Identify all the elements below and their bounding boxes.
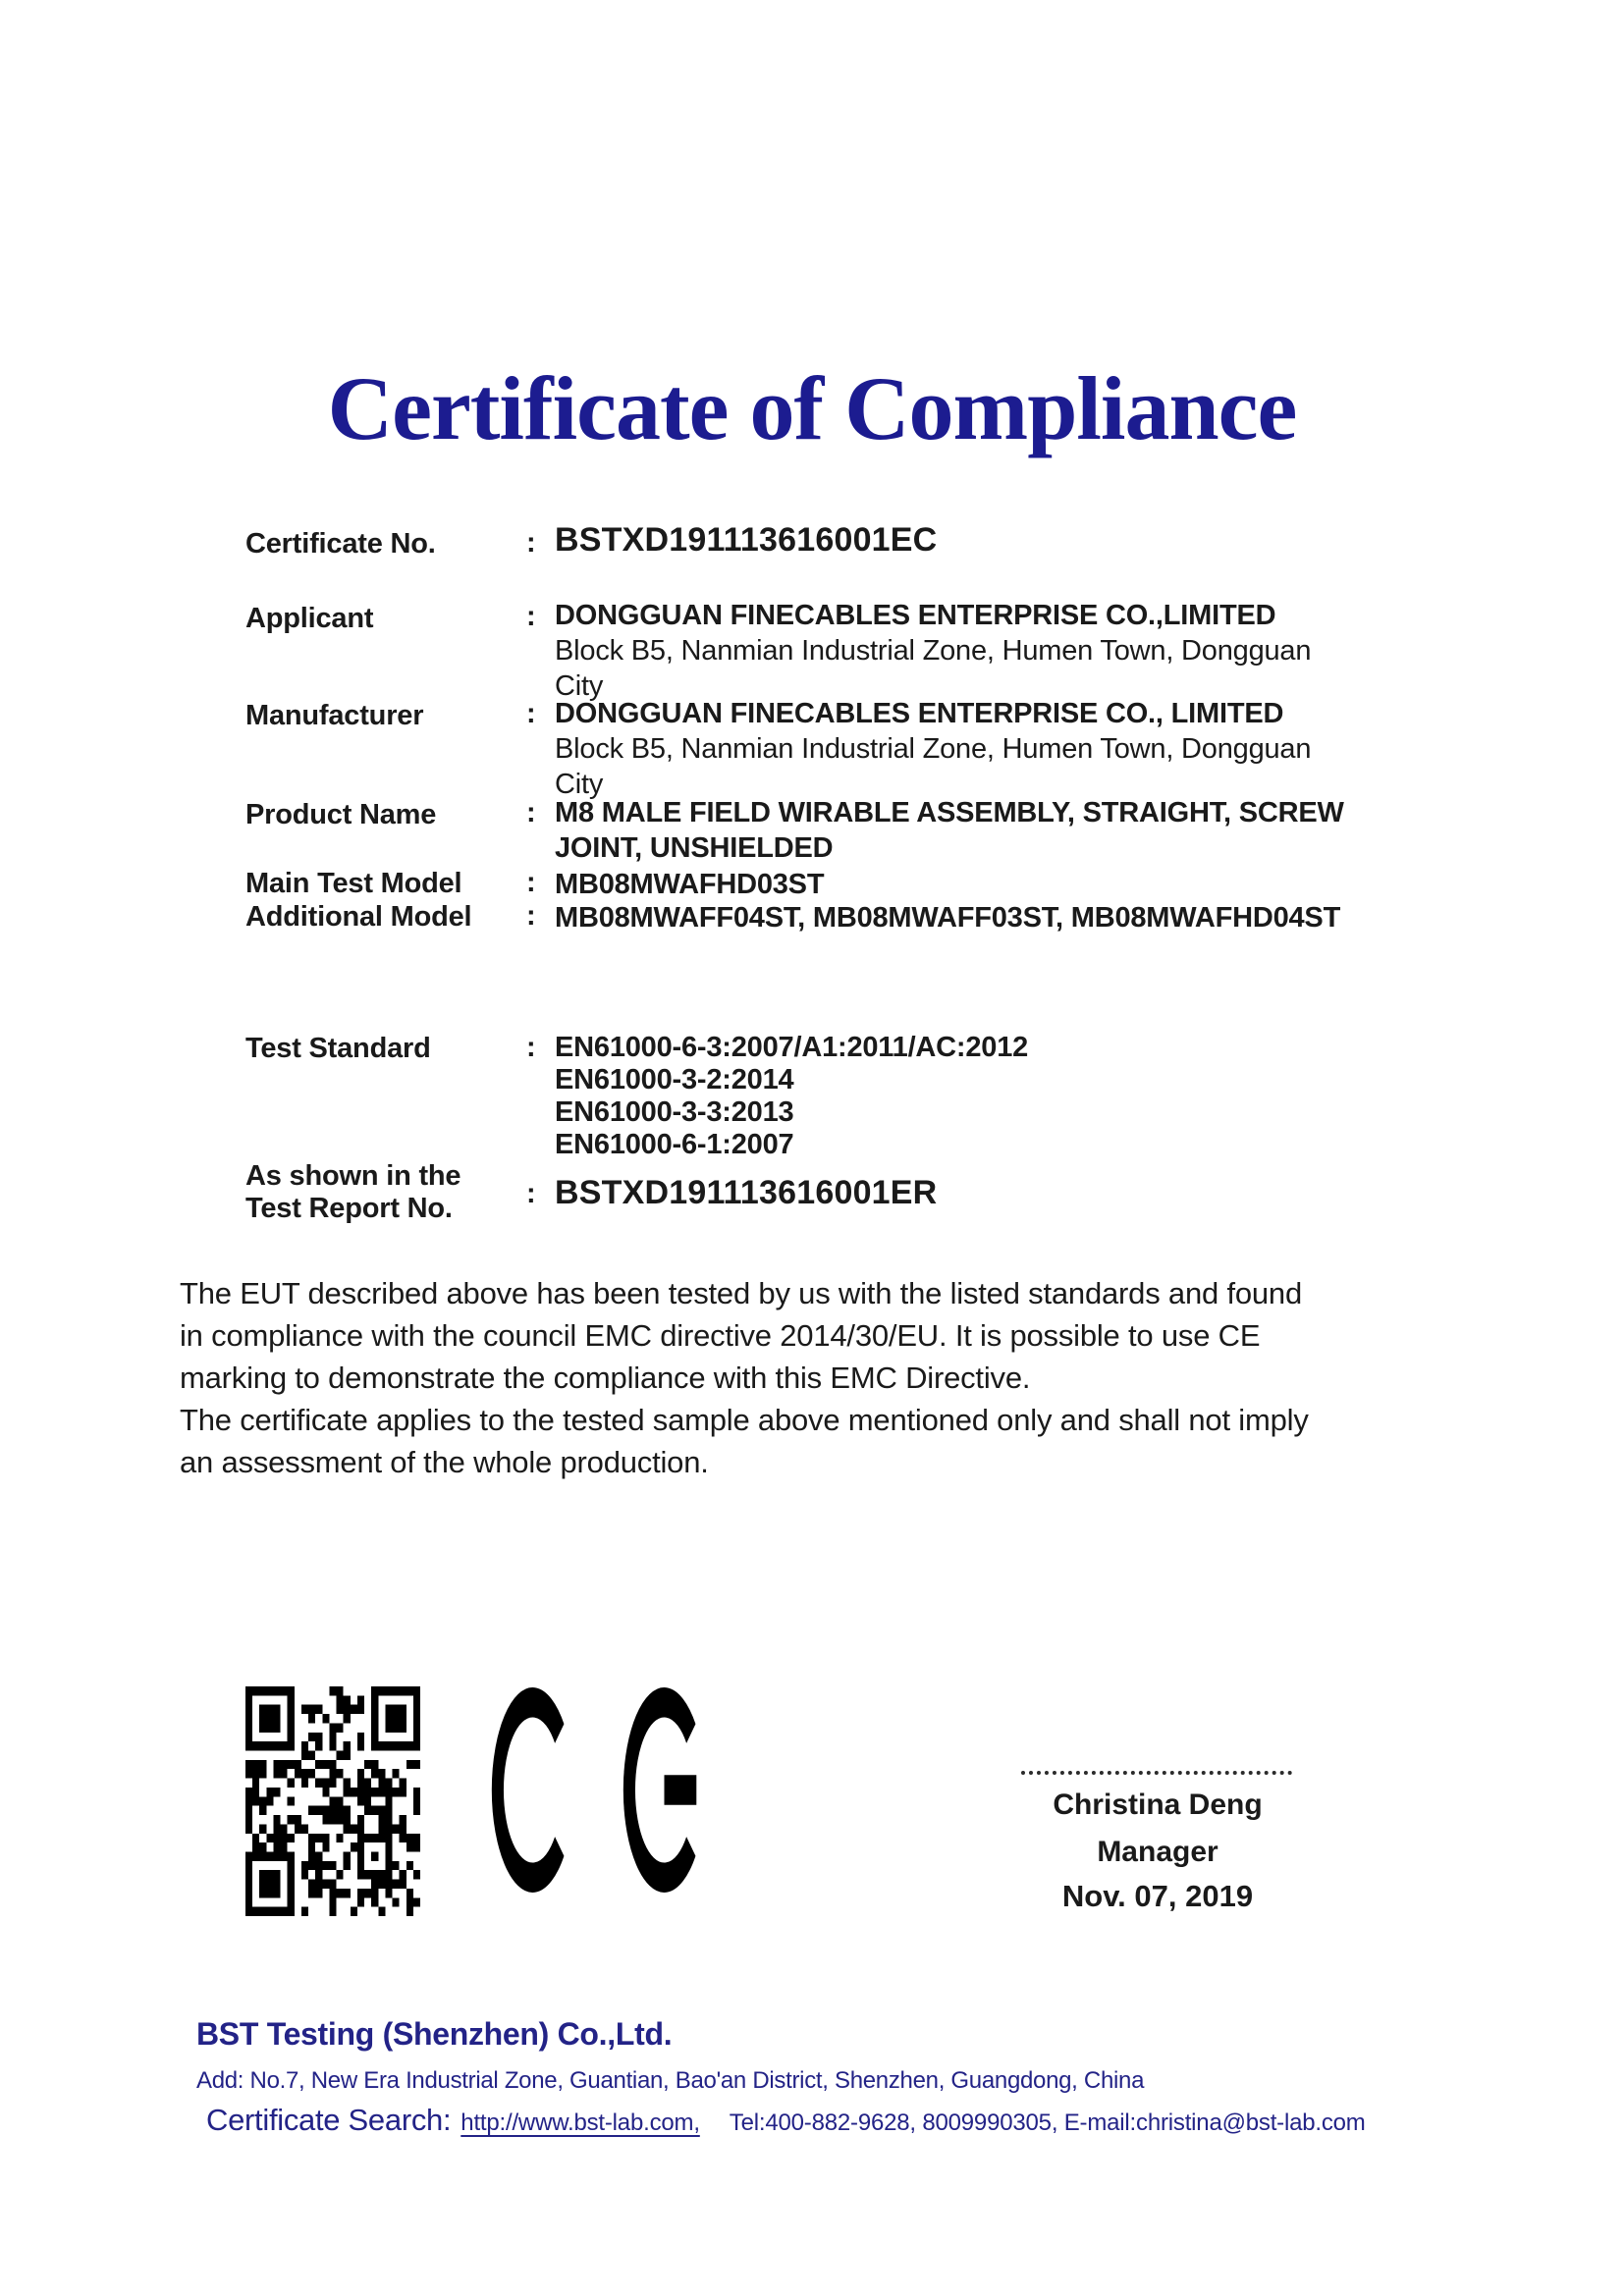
product-name-value <box>555 795 1438 866</box>
applicant-company: DONGGUAN FINECABLES ENTERPRISE CO.,LIMITED <box>555 600 1276 631</box>
applicant-address-line1: Block B5, Nanmian Industrial Zone, Humen Town, Dongguan <box>555 635 1312 667</box>
product-name-label: Product Name <box>245 799 437 830</box>
test-standard-line: EN61000-3-2:2014 <box>555 1064 794 1095</box>
test-standard-line: EN61000-3-3:2013 <box>555 1096 794 1128</box>
signature-dotted-line <box>1021 1771 1292 1775</box>
additional-model-colon: : <box>526 900 536 932</box>
manufacturer-label: Manufacturer <box>245 700 424 731</box>
additional-model-value: MB08MWAFF04ST, MB08MWAFF03ST, MB08MWAFHD04ST <box>555 902 1341 934</box>
statement-line: The certificate applies to the tested sample above mentioned only and shall not imply <box>180 1403 1309 1437</box>
qr-code-icon <box>245 1686 420 1916</box>
manufacturer-value <box>555 696 1438 802</box>
applicant-label: Applicant <box>245 603 374 634</box>
issuer-contact-info: Tel:400-882-9628, 8009990305, E-mail:christina@bst-lab.com <box>729 2109 1366 2136</box>
test-report-label <box>245 1160 530 1225</box>
qr-code-image <box>245 1686 420 1916</box>
test-report-label-line2: Test Report No. <box>245 1193 453 1224</box>
ce-mark-letter-c-icon <box>491 1685 574 1895</box>
ce-mark-letter-e-icon <box>623 1685 706 1895</box>
certificate-no-label: Certificate No. <box>245 528 436 560</box>
manufacturer-address-line1: Block B5, Nanmian Industrial Zone, Humen Town, Dongguan <box>555 733 1312 765</box>
manufacturer-address-line2: City <box>555 769 604 800</box>
certificate-search-url-link[interactable]: http://www.bst-lab.com, <box>460 2109 700 2136</box>
applicant-address-line2: City <box>555 670 604 702</box>
signature-date: Nov. 07, 2019 <box>1061 1879 1254 1913</box>
test-report-label-line1: As shown in the <box>245 1160 461 1192</box>
statement-line: an assessment of the whole production. <box>180 1445 709 1479</box>
main-test-model-value: MB08MWAFHD03ST <box>555 869 825 900</box>
certificate-no-value: BSTXD191113616001EC <box>555 521 938 559</box>
manufacturer-colon: : <box>526 698 536 729</box>
test-report-value: BSTXD191113616001ER <box>555 1174 938 1211</box>
main-test-model-label: Main Test Model <box>245 868 462 899</box>
additional-model-label: Additional Model <box>245 901 472 933</box>
signatory-name: Christina Deng <box>1053 1789 1263 1821</box>
certificate-title: Certificate of Compliance <box>327 358 1297 458</box>
certificate-no-colon: : <box>526 527 536 559</box>
statement-line: in compliance with the council EMC directive 2014/30/EU. It is possible to use CE <box>180 1318 1261 1353</box>
applicant-value <box>555 598 1438 704</box>
applicant-colon: : <box>526 601 536 632</box>
signatory-role: Manager <box>1097 1836 1218 1868</box>
product-name-line2: JOINT, UNSHIELDED <box>555 832 834 864</box>
statement-line: The EUT described above has been tested by us with the listed standards and found <box>180 1276 1303 1310</box>
test-standard-line: EN61000-6-1:2007 <box>555 1129 794 1160</box>
test-standard-value <box>555 1032 1438 1161</box>
certificate-search-row <box>206 2103 1366 2138</box>
test-standard-label: Test Standard <box>245 1033 431 1064</box>
product-name-colon: : <box>526 797 536 828</box>
issuer-address: Add: No.7, New Era Industrial Zone, Guantian, Bao'an District, Shenzhen, Guangdong, China <box>196 2067 1145 2094</box>
issuer-company-name: BST Testing (Shenzhen) Co.,Ltd. <box>196 2016 673 2052</box>
test-report-colon: : <box>526 1178 536 1209</box>
manufacturer-company: DONGGUAN FINECABLES ENTERPRISE CO., LIMITED <box>555 698 1284 729</box>
statement-line: marking to demonstrate the compliance with this EMC Directive. <box>180 1361 1031 1395</box>
main-test-model-colon: : <box>526 867 536 898</box>
test-standard-colon: : <box>526 1032 536 1063</box>
compliance-statement <box>180 1272 1441 1483</box>
product-name-line1: M8 MALE FIELD WIRABLE ASSEMBLY, STRAIGHT, SCREW <box>555 797 1344 828</box>
certificate-search-label: Certificate Search: <box>206 2103 452 2137</box>
test-standard-line: EN61000-6-3:2007/A1:2011/AC:2012 <box>555 1032 1029 1063</box>
